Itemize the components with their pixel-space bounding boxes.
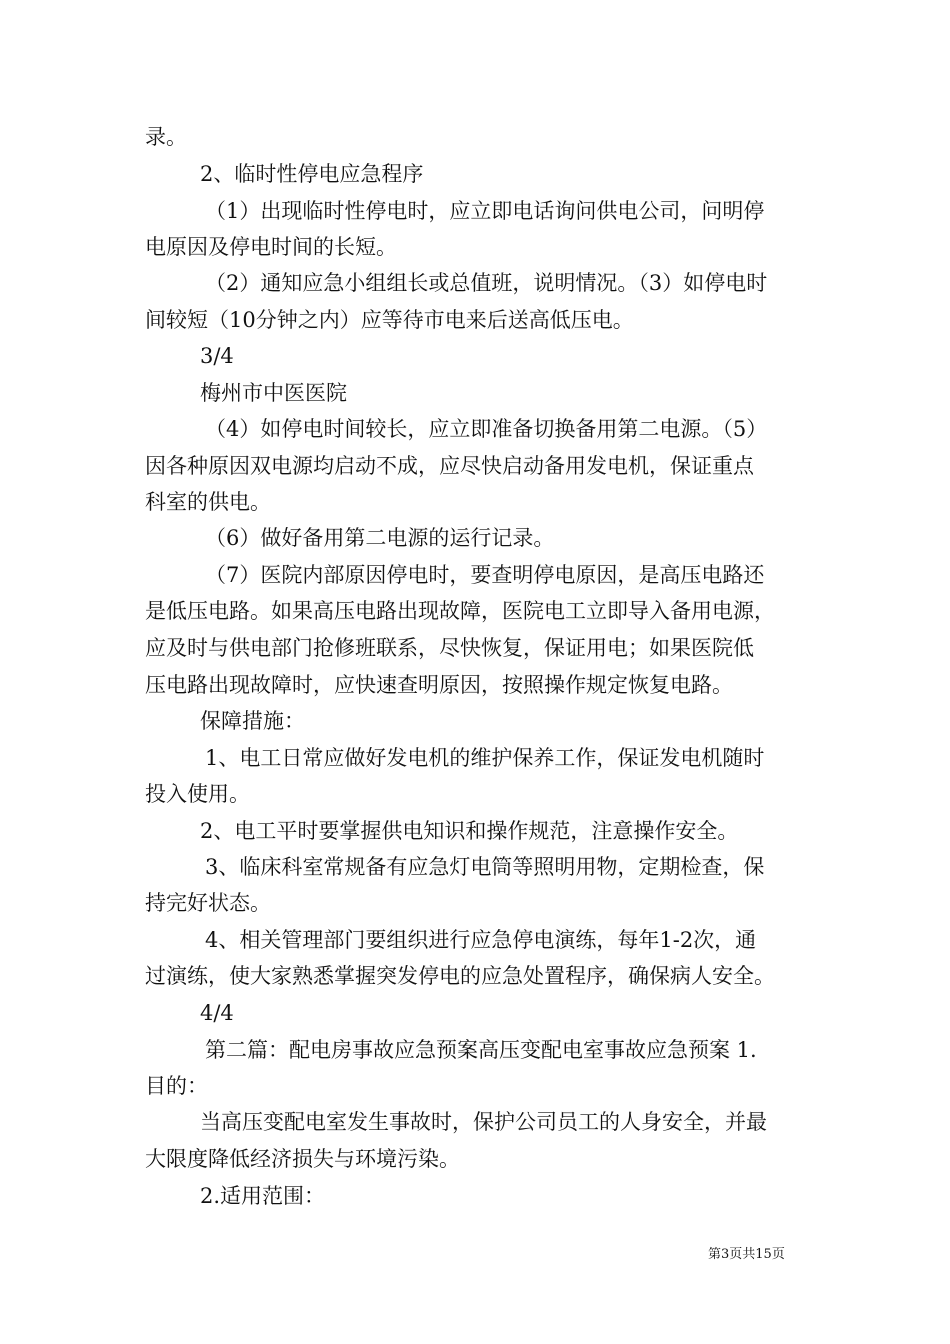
text-line: 应及时与供电部门抢修班联系，尽快恢复，保证用电；如果医院低 (145, 636, 754, 660)
text-line: 4、相关管理部门要组织进行应急停电演练，每年1-2次，通 (205, 928, 757, 952)
text-line: （2）通知应急小组组长或总值班，说明情况。（3）如停电时 (205, 271, 768, 295)
text-line: 目的： (145, 1074, 208, 1098)
text-line: 大限度降低经济损失与环境污染。 (145, 1147, 460, 1171)
page-marker: 4/4 (200, 1001, 234, 1025)
page-footer: 第3页共15页 (708, 1247, 785, 1262)
text-line: （4）如停电时间较长，应立即准备切换备用第二电源。（5） (205, 417, 768, 441)
section-heading: 第二篇：配电房事故应急预案高压变配电室事故应急预案 1. (205, 1038, 757, 1062)
text-line: （6）做好备用第二电源的运行记录。 (205, 526, 555, 550)
text-line: 持完好状态。 (145, 891, 271, 915)
section-heading: 保障措施： (200, 709, 305, 733)
text-line: 是低压电路。如果高压电路出现故障，医院电工立即导入备用电源， (145, 599, 775, 623)
text-line: 2、电工平时要掌握供电知识和操作规范，注意操作安全。 (200, 819, 739, 843)
text-line: 录。 (145, 125, 187, 149)
text-line: 过演练，使大家熟悉掌握突发停电的应急处置程序，确保病人安全。 (145, 964, 775, 988)
text-line: （7）医院内部原因停电时，要查明停电原因，是高压电路还 (205, 563, 765, 587)
text-line: 间较短（10分钟之内）应等待市电来后送高低压电。 (145, 308, 634, 332)
text-line: 2.适用范围： (200, 1184, 326, 1208)
text-line: 梅州市中医医院 (200, 381, 347, 405)
text-line: （1）出现临时性停电时，应立即电话询问供电公司，问明停 (205, 199, 765, 223)
text-line: 当高压变配电室发生事故时，保护公司员工的人身安全，并最 (200, 1110, 767, 1134)
text-line: 投入使用。 (145, 782, 250, 806)
text-line: 因各种原因双电源均启动不成，应尽快启动备用发电机，保证重点 (145, 454, 754, 478)
text-line: 压电路出现故障时，应快速查明原因，按照操作规定恢复电路。 (145, 673, 733, 697)
text-line: 电原因及停电时间的长短。 (145, 235, 397, 259)
text-line: 科室的供电。 (145, 490, 271, 514)
text-line: 1、电工日常应做好发电机的维护保养工作，保证发电机随时 (205, 746, 765, 770)
text-line: 3、临床科室常规备有应急灯电筒等照明用物，定期检查，保 (205, 855, 765, 879)
text-line: 2、临时性停电应急程序 (200, 162, 424, 186)
page-marker: 3/4 (200, 344, 234, 368)
